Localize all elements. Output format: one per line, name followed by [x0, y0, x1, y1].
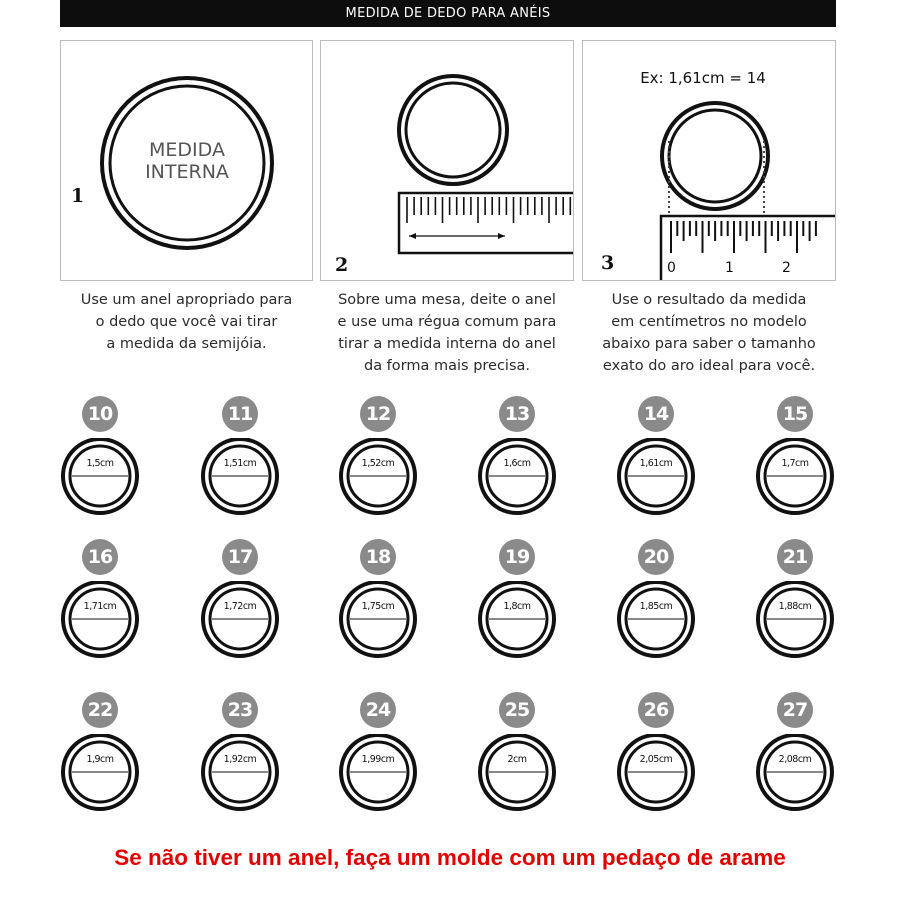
size-measure-label: 1,75cm [361, 601, 395, 612]
size-item [612, 539, 702, 669]
size-measure-label: 1,99cm [361, 754, 395, 765]
size-measure-label: 2,05cm [639, 754, 673, 765]
step-1-number: 1 [71, 185, 85, 207]
ring-icon [196, 734, 284, 822]
ruler-label-1: 1 [725, 260, 734, 276]
step-3-desc-line: em centímetros no modelo [611, 314, 807, 330]
header-title: MEDIDA DE DEDO PARA ANÉIS [345, 6, 551, 21]
step-3-number: 3 [601, 252, 615, 274]
size-measure-label: 1,72cm [223, 601, 257, 612]
size-item [56, 692, 146, 822]
size-measure-label: 1,5cm [86, 458, 114, 469]
size-item [473, 692, 563, 822]
ring-icon [196, 581, 284, 669]
size-item [196, 539, 286, 669]
ring-icon [612, 734, 700, 822]
size-item [473, 539, 563, 669]
ring-icon [612, 581, 700, 669]
size-measure-label: 1,9cm [86, 754, 114, 765]
size-item [56, 539, 146, 669]
ring-icon [56, 734, 144, 822]
size-number-badge: 19 [499, 539, 535, 575]
size-measure-label: 1,88cm [778, 601, 812, 612]
ring-icon [473, 438, 561, 526]
size-item [56, 396, 146, 526]
size-number-badge: 26 [638, 692, 674, 728]
size-measure-label: 1,92cm [223, 754, 257, 765]
ring-icon [334, 438, 422, 526]
ring-icon [612, 438, 700, 526]
step-2-description [320, 289, 574, 377]
footer-note: Se não tiver um anel, faça um molde com um pedaço de arame [114, 845, 786, 870]
size-measure-label: 1,6cm [503, 458, 531, 469]
ruler-illustration-icon [321, 41, 574, 281]
size-number-badge: 15 [777, 396, 813, 432]
ring-icon [473, 734, 561, 822]
ruler-label-0: 0 [667, 260, 676, 276]
inner-measure-line2: INTERNA [145, 161, 229, 183]
size-item [612, 396, 702, 526]
ruler-label-2: 2 [782, 260, 791, 276]
size-item [334, 692, 424, 822]
size-measure-label: 2,08cm [778, 754, 812, 765]
step-1-desc-line: a medida da semijóia. [106, 336, 267, 352]
ring-icon [56, 438, 144, 526]
size-item [612, 692, 702, 822]
size-number-badge: 16 [82, 539, 118, 575]
step-2-desc-line: e use uma régua comum para [337, 314, 557, 330]
size-item [751, 692, 841, 822]
size-measure-label: 1,52cm [361, 458, 395, 469]
size-item [196, 692, 286, 822]
step-2-desc-line: Sobre uma mesa, deite o anel [338, 292, 556, 308]
size-number-badge: 12 [360, 396, 396, 432]
size-number-badge: 14 [638, 396, 674, 432]
size-number-badge: 21 [777, 539, 813, 575]
size-number-badge: 18 [360, 539, 396, 575]
step-3-description [582, 289, 836, 377]
ring-icon [334, 734, 422, 822]
size-number-badge: 17 [222, 539, 258, 575]
size-number-badge: 10 [82, 396, 118, 432]
size-number-badge: 23 [222, 692, 258, 728]
size-measure-label: 1,8cm [503, 601, 531, 612]
step-3-desc-line: Use o resultado da medida [611, 292, 807, 308]
ruler-measure-icon [583, 41, 836, 281]
size-measure-label: 1,71cm [83, 601, 117, 612]
step-1-desc-line: o dedo que você vai tirar [95, 314, 278, 330]
size-item [334, 396, 424, 526]
ring-icon [751, 734, 839, 822]
step-2-desc-line: da forma mais precisa. [363, 358, 531, 374]
step-1-panel [60, 40, 313, 281]
size-number-badge: 20 [638, 539, 674, 575]
size-number-badge: 11 [222, 396, 258, 432]
size-item [751, 396, 841, 526]
ring-icon [473, 581, 561, 669]
size-number-badge: 25 [499, 692, 535, 728]
ring-icon [751, 438, 839, 526]
size-number-badge: 22 [82, 692, 118, 728]
size-item [334, 539, 424, 669]
size-item [473, 396, 563, 526]
inner-measure-line1: MEDIDA [149, 139, 225, 161]
example-text: Ex: 1,61cm = 14 [640, 69, 766, 87]
header-bar [60, 0, 836, 27]
size-measure-label: 2cm [507, 754, 527, 765]
ring-icon [56, 581, 144, 669]
step-2-number: 2 [335, 254, 349, 276]
step-2-desc-line: tirar a medida interna do anel [338, 336, 556, 352]
step-3-desc-line: exato do aro ideal para você. [602, 358, 816, 374]
size-item [751, 539, 841, 669]
ring-icon [334, 581, 422, 669]
ring-icon [196, 438, 284, 526]
step-2-panel [320, 40, 574, 281]
step-3-desc-line: abaixo para saber o tamanho [602, 336, 816, 352]
inner-measure-text [107, 139, 267, 183]
size-measure-label: 1,85cm [639, 601, 673, 612]
size-measure-label: 1,61cm [639, 458, 673, 469]
size-measure-label: 1,7cm [781, 458, 809, 469]
size-item [196, 396, 286, 526]
size-number-badge: 27 [777, 692, 813, 728]
step-1-desc-line: Use um anel apropriado para [80, 292, 293, 308]
ring-icon [751, 581, 839, 669]
step-1-description [60, 289, 313, 355]
size-number-badge: 24 [360, 692, 396, 728]
size-number-badge: 13 [499, 396, 535, 432]
step-3-panel [582, 40, 836, 281]
size-measure-label: 1,51cm [223, 458, 257, 469]
